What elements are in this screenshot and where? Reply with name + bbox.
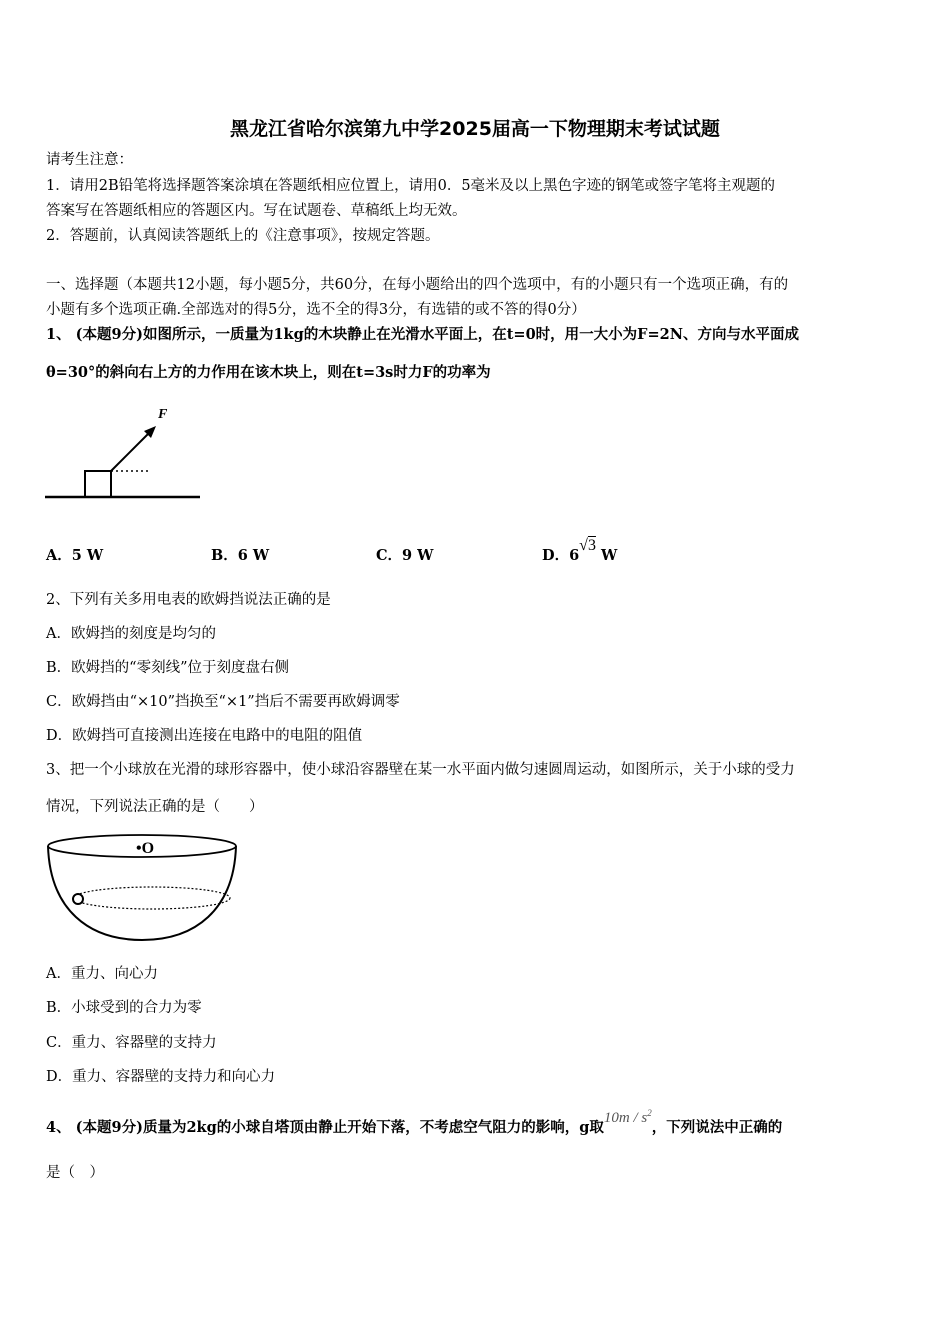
- q2-option-d: D．欧姆挡可直接测出连接在电路中的电阻的阻值: [46, 728, 363, 744]
- section-intro-2: 小题有多个选项正确.全部选对的得5分，选不全的得3分，有选错的或不答的得0分）: [46, 302, 586, 318]
- q1-option-d-prefix: D．6: [542, 547, 580, 564]
- q3-stem-1: 3、把一个小球放在光滑的球形容器中，使小球沿容器壁在某一水平面内做匀速圆周运动，如图所示，关于小球的受力: [46, 762, 795, 778]
- q1-option-a: A．5 W: [46, 547, 104, 564]
- q4-stem-pre: 4、 (本题9分)质量为2kg的小球自塔顶由静止开始下落，不考虑空气阻力的影响，g取: [46, 1119, 604, 1136]
- center-label: •O: [136, 840, 155, 857]
- q4-stem-post: ，下列说法中正确的: [651, 1119, 783, 1136]
- q2-stem: 2、下列有关多用电表的欧姆挡说法正确的是: [46, 592, 331, 608]
- q1-option-d-radicand: 3: [587, 537, 596, 554]
- q3-option-d: D．重力、容器壁的支持力和向心力: [46, 1069, 276, 1085]
- q4-g-value: $10m / s^2$: [603, 1108, 652, 1126]
- notice-line-1: 1．请用2B铅笔将选择题答案涂填在答题纸相应位置上，请用0．5毫米及以上黑色字迹的钢笔或签字笔将主观题的: [46, 178, 776, 194]
- q4-stem-1: [46, 1108, 783, 1138]
- page-title: 黑龙江省哈尔滨第九中学2025届高一下物理期末考试试题: [230, 118, 720, 140]
- sqrt-icon: √3: [579, 537, 596, 554]
- notice-heading: 请考生注意：: [46, 152, 133, 168]
- q1-option-d-unit: W: [601, 547, 618, 564]
- bowl-figure: [44, 830, 244, 945]
- q3-stem-2: 情况，下列说法正确的是（ ）: [46, 799, 264, 815]
- q1-stem-1: 1、 (本题9分)如图所示，一质量为1kg的木块静止在光滑水平面上，在t=0时，用一大小为F=2N、方向与水平面成: [46, 326, 799, 343]
- q3-option-b: B．小球受到的合力为零: [46, 1000, 202, 1016]
- q2-option-a: A．欧姆挡的刻度是均匀的: [46, 626, 216, 642]
- q1-stem-2: θ=30°的斜向右上方的力作用在该木块上，则在t=3s时力F的功率为: [46, 364, 491, 381]
- force-label: F: [158, 407, 168, 422]
- q1-option-d: [542, 537, 618, 565]
- notice-line-2: 2．答题前，认真阅读答题纸上的《注意事项》，按规定答题。: [46, 228, 440, 244]
- q3-option-a: A．重力、向心力: [46, 966, 158, 982]
- q2-option-b: B．欧姆挡的“零刻线”位于刻度盘右侧: [46, 660, 289, 676]
- q1-option-b: B．6 W: [211, 547, 270, 564]
- q1-option-c: C．9 W: [376, 547, 434, 564]
- notice-line-1b: 答案写在答题纸相应的答题区内。写在试题卷、草稿纸上均无效。: [46, 203, 467, 219]
- q3-option-c: C．重力、容器壁的支持力: [46, 1035, 217, 1051]
- q2-option-c: C．欧姆挡由“×10”挡换至“×1”挡后不需要再欧姆调零: [46, 694, 400, 710]
- q4-stem-2: 是（ ）: [46, 1165, 104, 1181]
- section-intro-1: 一、选择题（本题共12小题，每小题5分，共60分，在每小题给出的四个选项中，有的小题只有一个选项正确，有的: [46, 277, 789, 293]
- block-force-figure: [40, 400, 210, 505]
